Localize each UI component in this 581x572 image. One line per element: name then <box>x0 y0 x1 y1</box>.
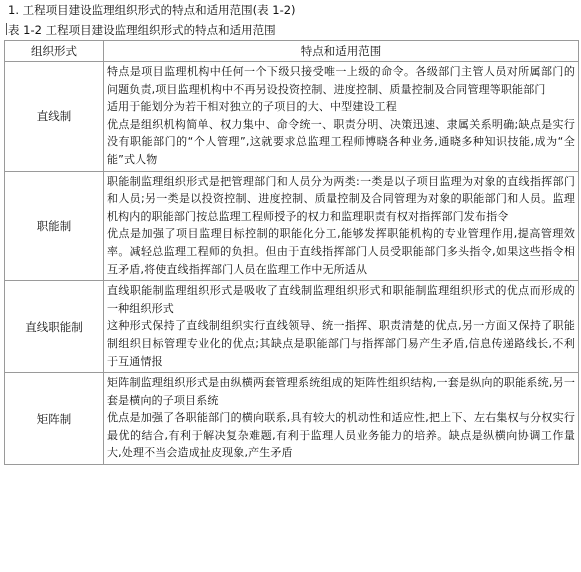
description-paragraph: 优点是加强了项目监理目标控制的职能化分工,能够发挥职能机构的专业管理作用,提高管理效率。减轻总监理工程师的负担。但由于直线指挥部门人员受职能部门多头指令,如果这些指令相互矛盾,将使直线指挥部门人员在监理工作中无所适从 <box>107 227 575 276</box>
form-description <box>104 373 579 465</box>
description-paragraph: 特点是项目监理机构中任何一个下级只接受唯一上级的命令。各级部门主管人员对所属部门的问题负责,项目监理机构中不再另设投资控制、进度控制、质量控制及合同管理等职能部门 <box>107 65 575 96</box>
text-cursor <box>6 23 7 35</box>
table-caption <box>6 22 576 38</box>
table-caption-text: 表 1-2 工程项目建设监理组织形式的特点和适用范围 <box>8 23 276 37</box>
table-row <box>5 281 579 373</box>
form-name: 矩阵制 <box>5 373 104 465</box>
description-paragraph: 矩阵制监理组织形式是由纵横两套管理系统组成的矩阵性组织结构,一套是纵向的职能系统,另一套是横向的子项目系统 <box>107 376 575 407</box>
form-name: 职能制 <box>5 171 104 281</box>
description-paragraph: 直线职能制监理组织形式是吸收了直线制监理组织形式和职能制监理组织形式的优点而形成的一种组织形式 <box>107 284 575 315</box>
form-name: 直线制 <box>5 62 104 172</box>
table-header-row <box>5 41 579 62</box>
table-row <box>5 171 579 281</box>
organization-forms-table <box>4 40 579 465</box>
table-row <box>5 373 579 465</box>
form-description <box>104 62 579 172</box>
description-paragraph: 适用于能划分为若干相对独立的子项目的大、中型建设工程 <box>107 100 397 114</box>
description-paragraph: 优点是加强了各职能部门的横向联系,具有较大的机动性和适应性,把上下、左右集权与分权实行最优的结合,有利于解决复杂难题,有利于监理人员业务能力的培养。缺点是纵横向协调工作量大,处理不当会造成扯皮现象,产生矛盾 <box>107 411 575 460</box>
form-name: 直线职能制 <box>5 281 104 373</box>
form-description <box>104 171 579 281</box>
table-row <box>5 62 579 172</box>
form-description <box>104 281 579 373</box>
header-features: 特点和适用范围 <box>104 41 579 62</box>
description-paragraph: 职能制监理组织形式是把管理部门和人员分为两类:一类是以子项目监理为对象的直线指挥部门和人员;另一类是以投资控制、进度控制、质量控制及合同管理为对象的职能部门和人员。监理机构内的职能部门按总监理工程师授予的权力和监理职责有权对指挥部门发布指令 <box>107 174 575 223</box>
description-paragraph: 优点是组织机构简单、权力集中、命令统一、职责分明、决策迅速、隶属关系明确;缺点是实行没有职能部门的“个人管理”,这就要求总监理工程师博晓各种业务,通晓多种知识技能,成为“全能”式人物 <box>107 117 575 166</box>
description-paragraph: 这种形式保持了直线制组织实行直线领导、统一指挥、职责清楚的优点,另一方面又保持了职能制组织目标管理专业化的优点;其缺点是职能部门与指挥部门易产生矛盾,信息传递路线长,不利于互通情报 <box>107 319 575 368</box>
section-heading: 1. 工程项目建设监理组织形式的特点和适用范围(表 1-2) <box>8 3 296 17</box>
header-form: 组织形式 <box>5 41 104 62</box>
